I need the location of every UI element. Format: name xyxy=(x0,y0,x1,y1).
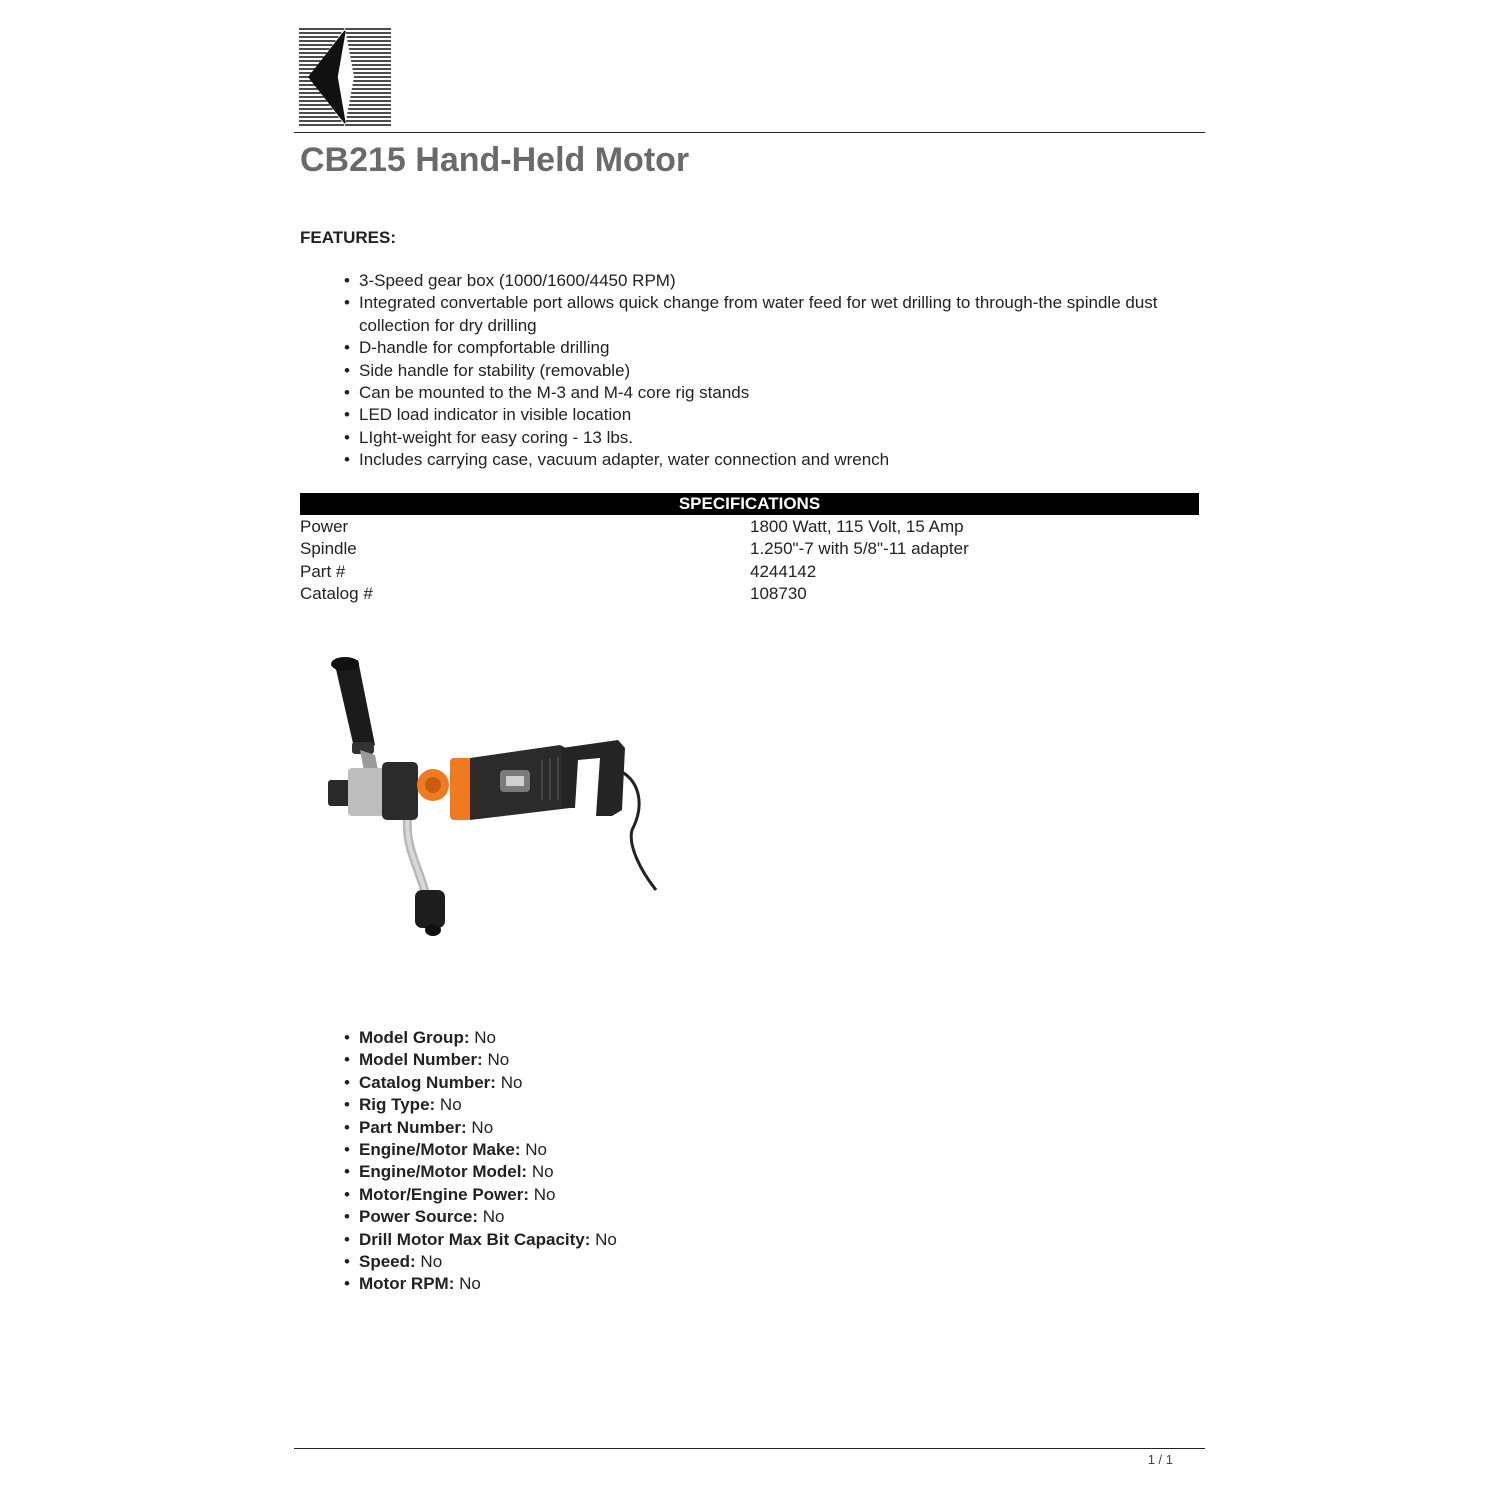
page-number: 1 / 1 xyxy=(1147,1452,1173,1467)
feature-item: • LIght-weight for easy coring - 13 lbs. xyxy=(344,427,1184,449)
spec-row xyxy=(300,561,1199,583)
attribute-item xyxy=(344,1139,944,1161)
feature-item: • Integrated convertable port allows quick change from water feed for wet drilling to through-the spindle dust collection for dry drilling xyxy=(344,292,1184,337)
attribute-value: No xyxy=(595,1229,617,1249)
attribute-value: No xyxy=(500,1072,523,1092)
attribute-item xyxy=(344,1161,944,1183)
footer-rule xyxy=(294,1448,1205,1449)
attribute-label: Motor RPM: xyxy=(359,1274,455,1294)
spec-label: Power xyxy=(300,517,349,536)
feature-item: • 3-Speed gear box (1000/1600/4450 RPM) xyxy=(344,270,1184,292)
attribute-item xyxy=(344,1072,944,1094)
attribute-value: No xyxy=(487,1050,510,1070)
spec-label: Part # xyxy=(300,561,346,581)
attribute-value: No xyxy=(459,1274,481,1294)
attribute-value: No xyxy=(533,1184,556,1204)
attribute-label: Speed: xyxy=(359,1252,416,1272)
attribute-label: Catalog Number: xyxy=(359,1072,496,1092)
attribute-item xyxy=(344,1251,944,1273)
header-rule xyxy=(294,132,1205,133)
attribute-item xyxy=(344,1049,944,1071)
spec-value: 1800 Watt, 115 Volt, 15 Amp xyxy=(750,517,964,536)
attribute-item xyxy=(344,1273,944,1295)
attribute-item xyxy=(344,1027,944,1049)
specifications-table xyxy=(300,516,1199,606)
spec-row xyxy=(300,516,1199,538)
attribute-label: Engine/Motor Model: xyxy=(359,1162,528,1182)
page-title: CB215 Hand-Held Motor xyxy=(300,141,690,179)
attribute-item xyxy=(344,1206,944,1228)
feature-item: • Can be mounted to the M-3 and M-4 core rig stands xyxy=(344,382,1184,404)
spec-label: Spindle xyxy=(300,539,357,559)
attribute-item xyxy=(344,1094,944,1116)
spec-value: 4244142 xyxy=(750,561,817,581)
attribute-value: No xyxy=(471,1117,494,1137)
spec-value: 108730 xyxy=(750,584,807,604)
attribute-label: Part Number: xyxy=(359,1117,467,1137)
attributes-list xyxy=(344,1027,944,1296)
attribute-value: No xyxy=(474,1028,496,1047)
attribute-item xyxy=(344,1229,944,1251)
feature-item: • Includes carrying case, vacuum adapter, water connection and wrench xyxy=(344,449,1184,471)
company-logo xyxy=(299,28,391,126)
spec-value: 1.250"-7 with 5/8"-11 adapter xyxy=(750,539,969,559)
feature-item: • Side handle for stability (removable) xyxy=(344,360,1184,382)
spec-row xyxy=(300,583,1199,605)
attribute-value: No xyxy=(525,1140,547,1160)
attribute-value: No xyxy=(439,1095,462,1115)
attribute-label: Engine/Motor Make: xyxy=(359,1140,521,1160)
attribute-label: Rig Type: xyxy=(359,1095,436,1115)
attribute-item xyxy=(344,1117,944,1139)
attribute-item xyxy=(344,1184,944,1206)
feature-item: • LED load indicator in visible location xyxy=(344,404,1184,426)
attribute-label: Drill Motor Max Bit Capacity: xyxy=(359,1229,591,1249)
feature-item: • D-handle for compfortable drilling xyxy=(344,337,1184,359)
attribute-value: No xyxy=(531,1162,554,1182)
product-photo xyxy=(300,630,680,950)
attribute-label: Motor/Engine Power: xyxy=(359,1184,529,1204)
attribute-label: Power Source: xyxy=(359,1207,479,1227)
attribute-label: Model Group: xyxy=(359,1028,470,1047)
features-heading: FEATURES: xyxy=(300,228,397,247)
attribute-value: No xyxy=(482,1207,505,1227)
attribute-label: Model Number: xyxy=(359,1050,483,1070)
features-list xyxy=(344,270,1184,472)
spec-label: Catalog # xyxy=(300,584,373,604)
spec-row xyxy=(300,538,1199,560)
specifications-header: SPECIFICATIONS xyxy=(300,493,1199,515)
attribute-value: No xyxy=(420,1252,443,1272)
